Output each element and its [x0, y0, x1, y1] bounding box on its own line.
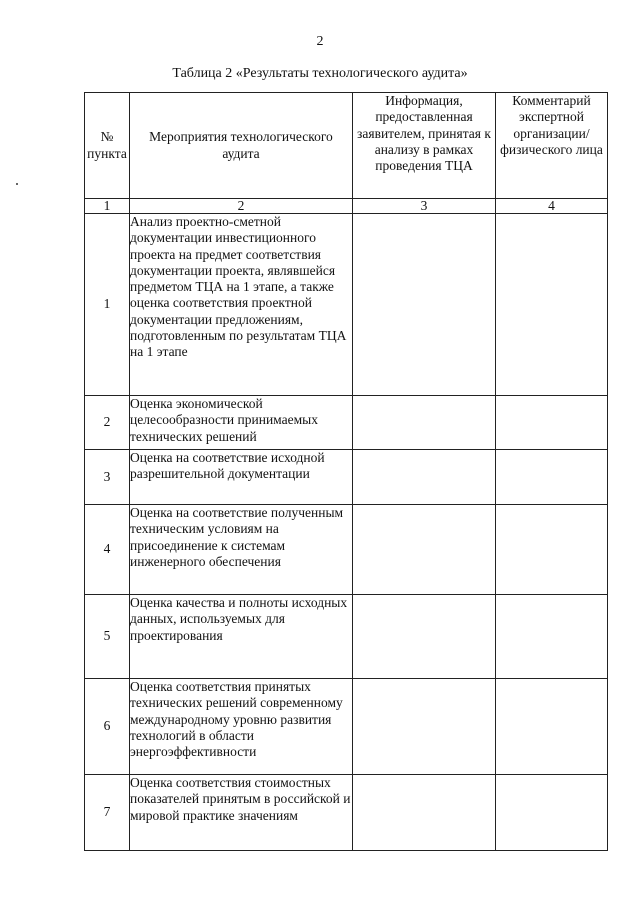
column-number: 1 — [85, 199, 130, 214]
row-comment — [496, 595, 608, 679]
row-comment — [496, 450, 608, 505]
column-number: 4 — [496, 199, 608, 214]
row-number: 7 — [85, 775, 130, 851]
row-info — [353, 214, 496, 396]
column-number-row — [85, 199, 608, 214]
header-info: Информация, предоставленная заявителем, принятая к анализу в рамках проведения ТЦА — [353, 93, 496, 199]
row-info — [353, 505, 496, 595]
row-event: Оценка качества и полноты исходных данных, используемых для проектирования — [130, 595, 353, 679]
table-caption: Таблица 2 «Результаты технологического аудита» — [172, 66, 468, 81]
row-info — [353, 450, 496, 505]
row-event: Оценка на соответствие исходной разрешительной документации — [130, 450, 353, 505]
table-row — [85, 775, 608, 851]
row-number: 3 — [85, 450, 130, 505]
header-event: Мероприятия технологического аудита — [130, 93, 353, 199]
scan-speck — [16, 183, 18, 185]
column-number: 3 — [353, 199, 496, 214]
row-info — [353, 775, 496, 851]
table-row — [85, 679, 608, 775]
row-info — [353, 595, 496, 679]
row-event: Оценка экономической целесообразности принимаемых технических решений — [130, 396, 353, 450]
table-row — [85, 450, 608, 505]
row-number: 2 — [85, 396, 130, 450]
header-row — [85, 93, 608, 199]
row-event: Оценка соответствия принятых технических решений современному международному уровню развития технологий в области энергоэффективности — [130, 679, 353, 775]
audit-results-table — [84, 92, 608, 851]
row-comment — [496, 396, 608, 450]
table-row — [85, 214, 608, 396]
row-number: 6 — [85, 679, 130, 775]
header-comment: Комментарий экспертной организации/ физического лица — [496, 93, 608, 199]
row-number: 4 — [85, 505, 130, 595]
page-number: 2 — [316, 34, 324, 49]
row-event: Оценка на соответствие полученным техническим условиям на присоединение к системам инженерного обеспечения — [130, 505, 353, 595]
header-number: № пункта — [85, 93, 130, 199]
row-event: Анализ проектно-сметной документации инвестиционного проекта на предмет соответствия документации проекта, являвшейся предметом ТЦА на 1 этапе, а также оценка соответствия проектной документации предложениям, подготовленным по результатам ТЦА на 1 этапе — [130, 214, 353, 396]
row-comment — [496, 679, 608, 775]
column-number: 2 — [130, 199, 353, 214]
row-number: 1 — [85, 214, 130, 396]
row-event: Оценка соответствия стоимостных показателей принятым в российской и мировой практике значениям — [130, 775, 353, 851]
row-info — [353, 679, 496, 775]
table-row — [85, 396, 608, 450]
row-comment — [496, 775, 608, 851]
row-info — [353, 396, 496, 450]
row-number: 5 — [85, 595, 130, 679]
table-row — [85, 595, 608, 679]
row-comment — [496, 505, 608, 595]
row-comment — [496, 214, 608, 396]
table-row — [85, 505, 608, 595]
